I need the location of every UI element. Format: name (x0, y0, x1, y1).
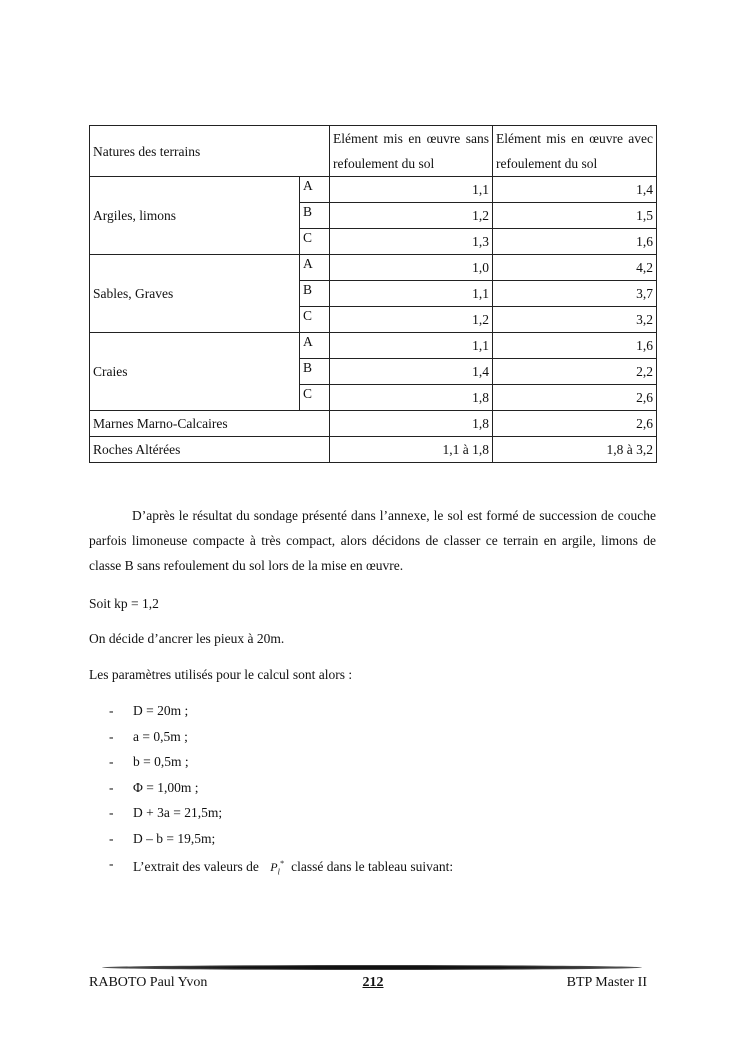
table-row (90, 177, 657, 203)
list-item (89, 800, 649, 826)
list-item (89, 749, 649, 775)
kp-avec-refoulement: 2,2 (493, 359, 657, 385)
list-item-extrait (89, 851, 649, 877)
kp-sans-refoulement: 1,3 (330, 229, 493, 255)
table-row (90, 411, 657, 437)
list-item-text: a = 0,5m ; (133, 728, 188, 744)
kp-avec-refoulement: 2,6 (493, 411, 657, 437)
list-marker: - (109, 728, 114, 744)
paragraph-parametres: Les paramètres utilisés pour le calcul sont alors : (89, 667, 353, 682)
header-avec-refoulement: Elément mis en œuvre avec refoulement du sol (493, 126, 657, 177)
kp-avec-refoulement: 1,5 (493, 203, 657, 229)
list-item-text: b = 0,5m ; (133, 754, 189, 769)
list-marker: - (109, 856, 114, 871)
parameter-list (89, 698, 649, 877)
table-row (90, 255, 657, 281)
paragraph-kp: Soit kp = 1,2 (89, 596, 159, 611)
kp-sans-refoulement: 1,1 à 1,8 (330, 437, 493, 463)
list-item-text: Φ = 1,00m ; (133, 779, 199, 795)
soil-nature: Roches Altérées (90, 437, 330, 463)
footer-author: RABOTO Paul Yvon (89, 975, 208, 990)
list-marker: - (109, 779, 114, 795)
list-item (89, 698, 649, 724)
kp-sans-refoulement: 1,1 (330, 281, 493, 307)
footer-course: BTP Master II (566, 975, 647, 990)
list-item-text: D + 3a = 21,5m; (133, 805, 223, 820)
list-marker: - (109, 754, 114, 769)
list-item (89, 826, 649, 852)
pressure-symbol: $P_l^*$ (270, 859, 284, 877)
soil-class: C (300, 229, 330, 255)
kp-sans-refoulement: 1,0 (330, 255, 493, 281)
kp-sans-refoulement: 1,2 (330, 307, 493, 333)
kp-avec-refoulement: 3,2 (493, 307, 657, 333)
header-nature: Natures des terrains (90, 126, 330, 177)
soil-class: C (300, 307, 330, 333)
list-item-text: D – b = 19,5m; (133, 830, 216, 846)
kp-sans-refoulement: 1,8 (330, 411, 493, 437)
kp-avec-refoulement: 1,4 (493, 177, 657, 203)
extrait-text-after: classé dans le tableau suivant: (291, 859, 454, 874)
list-marker: - (109, 805, 114, 820)
soil-class: B (300, 281, 330, 307)
table-header-row (90, 126, 657, 177)
extrait-text-before: L’extrait des valeurs de (133, 859, 259, 874)
soil-class: B (300, 203, 330, 229)
list-item-text: D = 20m ; (133, 703, 189, 718)
table-row (90, 333, 657, 359)
list-item (89, 775, 649, 801)
kp-sans-refoulement: 1,1 (330, 333, 493, 359)
table-row (90, 437, 657, 463)
soil-class: C (300, 385, 330, 411)
list-marker: - (109, 830, 114, 846)
kp-avec-refoulement: 1,6 (493, 229, 657, 255)
list-marker: - (109, 703, 114, 718)
soil-class: A (300, 333, 330, 359)
paragraph-sondage: D’après le résultat du sondage présenté dans l’annexe, le sol est formé de succession de couche parfois limoneuse compacte à très compact, alors décidons de classer ce terrain en argile, limons de classe B sans refoulement du sol lors de la mise en œuvre. (89, 508, 656, 573)
kp-sans-refoulement: 1,8 (330, 385, 493, 411)
list-item (89, 724, 649, 750)
soil-class: B (300, 359, 330, 385)
soil-class: A (300, 255, 330, 281)
kp-sans-refoulement: 1,2 (330, 203, 493, 229)
kp-avec-refoulement: 2,6 (493, 385, 657, 411)
soil-nature: Argiles, limons (90, 177, 300, 255)
kp-avec-refoulement: 1,8 à 3,2 (493, 437, 657, 463)
soil-nature: Marnes Marno-Calcaires (90, 411, 330, 437)
kp-avec-refoulement: 1,6 (493, 333, 657, 359)
header-sans-refoulement: Elément mis en œuvre sans refoulement du sol (330, 126, 493, 177)
footer-page-number: 212 (362, 975, 384, 990)
footer-divider (102, 965, 642, 970)
soil-nature: Craies (90, 333, 300, 411)
paragraph-ancrage: On décide d’ancrer les pieux à 20m. (89, 631, 285, 646)
kp-sans-refoulement: 1,4 (330, 359, 493, 385)
kp-avec-refoulement: 4,2 (493, 255, 657, 281)
soil-class: A (300, 177, 330, 203)
kp-avec-refoulement: 3,7 (493, 281, 657, 307)
coefficient-table (89, 125, 657, 463)
kp-sans-refoulement: 1,1 (330, 177, 493, 203)
soil-nature: Sables, Graves (90, 255, 300, 333)
